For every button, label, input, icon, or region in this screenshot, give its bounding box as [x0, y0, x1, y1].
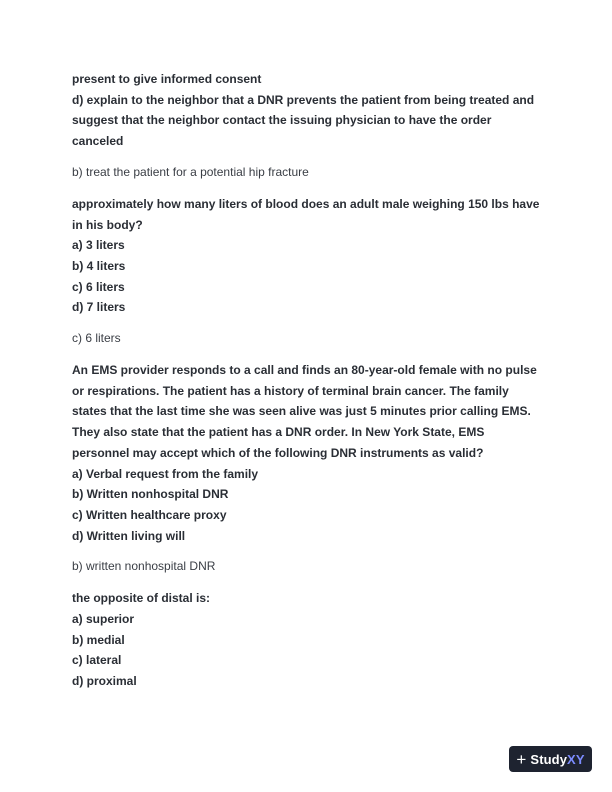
logo-suffix: XY [567, 751, 585, 767]
qa-block-1 [72, 69, 548, 182]
question-line: personnel may accept which of the following DNR instruments as valid? [72, 445, 484, 460]
option-item: c) 6 liters [72, 279, 125, 294]
answer-text: c) 6 liters [72, 331, 121, 346]
option-item: b) Written nonhospital DNR [72, 487, 229, 502]
option-item: c) lateral [72, 653, 122, 668]
question-line: or respirations. The patient has a history of terminal brain cancer. The family [72, 383, 509, 398]
logo-prefix: Study [530, 751, 568, 767]
question-line: the opposite of distal is: [72, 591, 211, 606]
studyxy-logo[interactable] [509, 746, 592, 772]
answer-text: b) treat the patient for a potential hip fracture [72, 164, 309, 179]
question-line: They also state that the patient has a DNR order. In New York State, EMS [72, 425, 485, 440]
option-item: d) 7 liters [72, 300, 126, 315]
question-line: d) explain to the neighbor that a DNR prevents the patient from being treated and [72, 92, 535, 107]
question-line: states that the last time she was seen alive was just 5 minutes prior calling EMS. [72, 404, 531, 419]
plus-icon: + [516, 749, 527, 769]
option-item: b) medial [72, 632, 125, 647]
qa-block-4 [72, 588, 548, 692]
option-item: b) 4 liters [72, 258, 126, 273]
question-line: An EMS provider responds to a call and finds an 80-year-old female with no pulse [72, 363, 537, 378]
qa-block-2 [72, 194, 548, 348]
qa-block-3 [72, 360, 548, 576]
option-item: a) Verbal request from the family [72, 466, 259, 481]
option-item: d) Written living will [72, 528, 186, 543]
document-page [72, 69, 548, 692]
question-line: canceled [72, 134, 124, 149]
question-line: approximately how many liters of blood does an adult male weighing 150 lbs have [72, 196, 540, 211]
question-line: suggest that the neighbor contact the issuing physician to have the order [72, 113, 492, 128]
option-item: a) superior [72, 612, 135, 627]
question-line: in his body? [72, 217, 143, 232]
answer-text: b) written nonhospital DNR [72, 559, 216, 574]
option-item: c) Written healthcare proxy [72, 507, 227, 522]
option-item: d) proximal [72, 674, 137, 689]
option-item: a) 3 liters [72, 238, 125, 253]
question-line: present to give informed consent [72, 72, 262, 86]
